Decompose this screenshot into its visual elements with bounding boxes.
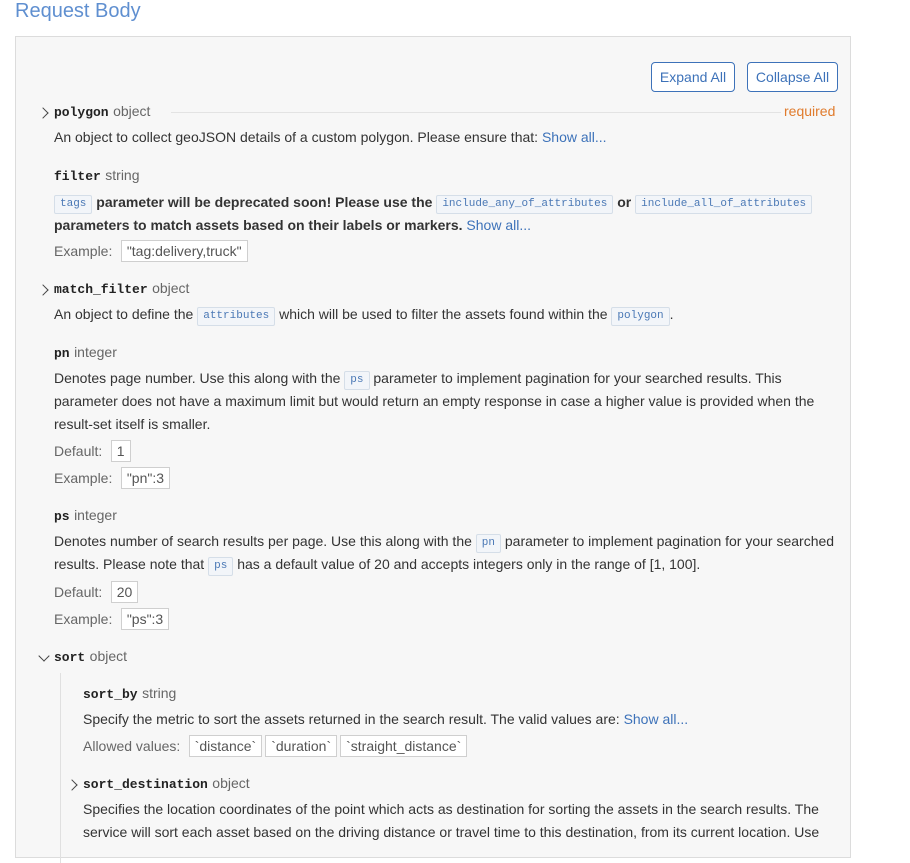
match-filter-expand-icon[interactable]: [37, 284, 48, 295]
param-type: integer: [74, 507, 117, 523]
default-label: Default:: [54, 584, 103, 600]
example-label: Example:: [54, 243, 113, 259]
match-filter-param[interactable]: [54, 280, 189, 298]
sort-destination-expand-icon[interactable]: [66, 779, 77, 790]
param-name: sort_by: [83, 687, 138, 702]
collapse-all-button[interactable]: Collapse All: [747, 62, 838, 92]
polygon-description: [54, 126, 607, 149]
sort-destination-description: [83, 798, 848, 843]
inline-code: attributes: [197, 307, 275, 326]
show-all-link[interactable]: Show all...: [623, 711, 689, 727]
description-text: parameter to implement pagination for your searched: [504, 533, 835, 549]
sort-by-param: [83, 685, 176, 703]
allowed-value: `distance`: [189, 735, 262, 757]
sort-param[interactable]: [54, 648, 127, 666]
description-text: parameters to match assets based on their labels or markers.: [54, 217, 463, 233]
param-type: string: [142, 685, 177, 701]
inline-code: include_any_of_attributes: [436, 195, 613, 214]
sort-by-description: [83, 708, 688, 731]
description-text: which will be used to filter the assets found within the: [279, 306, 608, 322]
divider: [171, 112, 781, 113]
param-type: string: [105, 167, 140, 183]
example-label: Example:: [54, 470, 113, 486]
description-text: Specifies the location coordinates of the point which acts as destination for sorting the assets in the search results. The: [83, 801, 819, 817]
inline-code: include_all_of_attributes: [635, 195, 812, 214]
description-text: or: [617, 194, 632, 210]
request-body-panel: [15, 36, 851, 858]
ps-description: [54, 530, 844, 576]
example-value: "ps":3: [121, 608, 169, 630]
page-title: Request Body: [15, 0, 141, 22]
ps-example: [54, 608, 172, 630]
description-text: An object to define the: [54, 306, 194, 322]
description-text: Specify the metric to sort the assets returned in the search result. The valid values are:: [83, 711, 620, 727]
show-all-link[interactable]: Show all...: [466, 217, 531, 233]
show-all-link[interactable]: Show all...: [541, 129, 607, 145]
param-name: polygon: [54, 105, 109, 120]
param-type: object: [113, 103, 151, 119]
pn-default: [54, 440, 134, 462]
ps-param: [54, 507, 117, 525]
description-text: has a default value of 20 and accepts integers only in the range of [1, 100].: [237, 556, 701, 572]
pn-description: [54, 367, 844, 435]
inline-code: polygon: [611, 307, 669, 326]
description-text: .: [669, 306, 674, 322]
ps-default: [54, 581, 141, 603]
param-name: ps: [54, 509, 70, 524]
param-name: filter: [54, 169, 101, 184]
description-text: service will sort each asset based on the driving distance or travel time to this destination, from its current location. Use: [83, 823, 820, 840]
match-filter-description: [54, 303, 674, 326]
description-text: Denotes page number. Use this along with the: [54, 370, 341, 386]
example-label: Example:: [54, 611, 113, 627]
allowed-label: Allowed values:: [83, 738, 181, 754]
required-label: required: [784, 103, 836, 119]
polygon-param[interactable]: [54, 103, 150, 121]
default-label: Default:: [54, 443, 103, 459]
description-text: results. Please note that: [54, 556, 205, 572]
pn-example: [54, 467, 173, 489]
sort-by-allowed-values: [83, 735, 470, 757]
param-type: object: [212, 775, 250, 791]
example-value: "pn":3: [121, 467, 170, 489]
param-type: object: [89, 648, 128, 664]
allowed-value: `duration`: [265, 735, 337, 757]
param-name: sort_destination: [83, 777, 208, 792]
default-value: 1: [111, 440, 131, 462]
description-text: Denotes number of search results per page. Use this along with the: [54, 533, 472, 549]
description-text: result-set itself is smaller.: [54, 415, 211, 432]
filter-example: [54, 240, 251, 262]
param-type: integer: [74, 344, 117, 360]
expand-all-button[interactable]: Expand All: [651, 62, 735, 92]
param-name: match_filter: [54, 282, 148, 297]
description-text: parameter does not have a maximum limit but would return an empty response in case a higher value is provided when the: [54, 393, 815, 409]
example-value: "tag:delivery,truck": [121, 240, 248, 262]
param-name: pn: [54, 346, 70, 361]
inline-code: ps: [344, 371, 369, 390]
polygon-expand-icon[interactable]: [37, 107, 48, 118]
nesting-line: [60, 673, 61, 863]
param-name: sort: [54, 650, 86, 665]
filter-description: [54, 191, 844, 237]
description-text: An object to collect geoJSON details of a custom polygon. Please ensure that:: [54, 129, 539, 145]
allowed-value: `straight_distance`: [340, 735, 467, 757]
description-text: parameter will be deprecated soon! Please use the: [96, 194, 433, 210]
inline-code: ps: [208, 557, 233, 576]
filter-param: [54, 167, 140, 185]
sort-destination-param[interactable]: [83, 775, 250, 793]
description-text: parameter to implement pagination for your searched results. This: [373, 370, 782, 386]
pn-param: [54, 344, 117, 362]
param-type: object: [152, 280, 190, 296]
default-value: 20: [111, 581, 139, 603]
inline-code: tags: [54, 195, 92, 214]
sort-collapse-icon[interactable]: [38, 650, 49, 661]
inline-code: pn: [476, 534, 501, 553]
